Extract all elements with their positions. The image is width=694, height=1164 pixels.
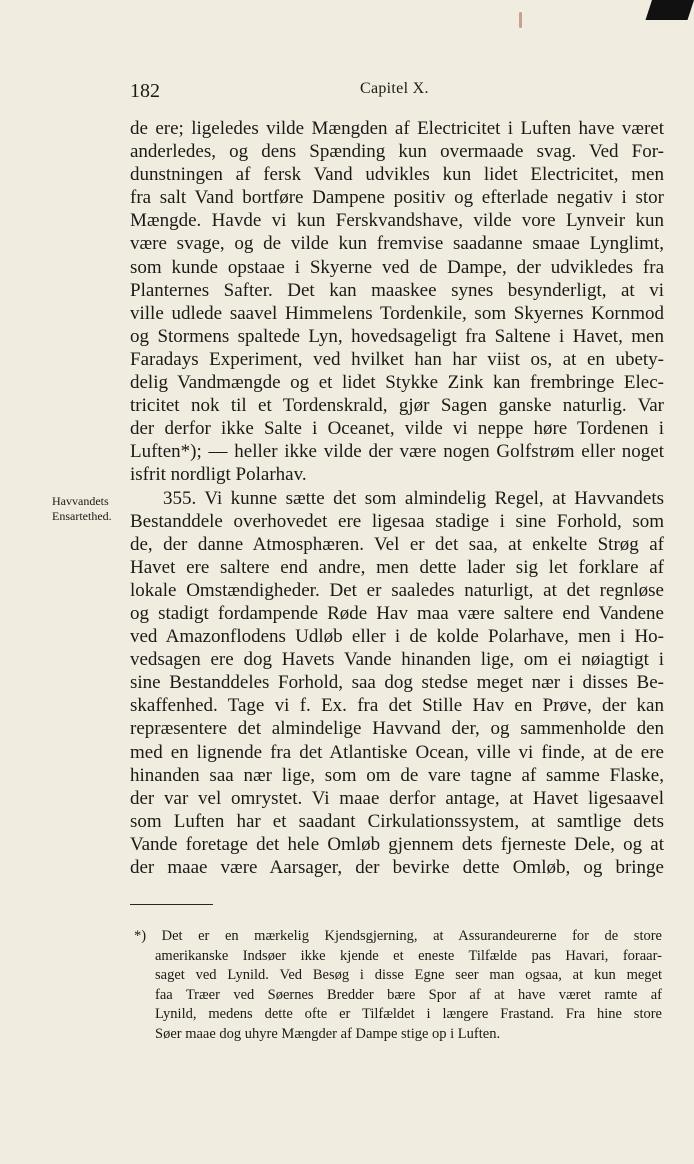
- body-line: anderledes, og dens Spænding kun overmaade svag. Ved For-: [130, 141, 664, 163]
- body-line: med en lignende fra det Atlantiske Ocean, ville vi finde, at de ere: [130, 741, 664, 763]
- footnote-line: saget ved Lynild. Ved Besøg i disse Egne seer man ogsaa, at kun meget: [155, 967, 662, 984]
- body-line: skaffenhed. Tage vi f. Ex. fra det Stille Hav en Prøve, der kan: [130, 695, 664, 717]
- body-line: tricitet nok til et Tordenskrald, gjør Sagen ganske naturlig. Var: [130, 395, 664, 417]
- running-head: Capitel X.: [360, 80, 429, 97]
- body-line: sine Bestanddeles Forhold, saa dog stedse meget nær i disses Be-: [130, 672, 664, 694]
- footnote-divider: [130, 904, 213, 905]
- body-line: dunstningen af fersk Vand udvikles kun lidet Electricitet, men: [130, 164, 664, 186]
- body-line: ville udlede saavel Himmelens Tordenkile, som Skyernes Kornmod: [130, 302, 664, 324]
- footnote-line: amerikanske Indsøer ikke kjende et eneste Tilfælde pas Havari, foraar-: [155, 947, 662, 964]
- footnote-line: *) Det er en mærkelig Kjendsgjerning, at Assurandeurerne for de store: [134, 928, 662, 944]
- body-line: vedsagen ere dog Havets Vande hinanden lige, om ei nøiagtigt i: [130, 649, 664, 671]
- footnote-line: faa Træer ved Søernes Bredder bære Spor af at have været ramte af: [155, 986, 662, 1003]
- body-line: isfrit nordligt Polarhav.: [130, 464, 307, 486]
- body-line: Faradays Experiment, ved hvilket han har viist os, at en ubety-: [130, 348, 664, 370]
- body-line: de, der danne Atmosphæren. Vel er det saa, at enkelte Strøg af: [130, 533, 664, 555]
- margin-note: [52, 494, 112, 524]
- body-line: Planternes Safter. Det kan maaskee synes besynderligt, at vi: [130, 279, 664, 301]
- body-line: Havet ere saltere end andre, men dette lader sig let forklare af: [130, 556, 664, 578]
- body-line: ved Amazonflodens Udløb eller i de kolde Polarhave, men i Ho-: [130, 626, 664, 648]
- body-text: [130, 117, 664, 879]
- body-line: repræsentere det almindelige Havvand der, og sammenholde den: [130, 718, 664, 740]
- page-number: 182: [130, 80, 160, 102]
- body-line: der maae være Aarsager, der bevirke dette Omløb, og bringe: [130, 857, 664, 878]
- body-line: Vande foretage det hele Omløb gjennem dets fjerneste Dele, og at: [130, 833, 664, 855]
- footnote-line: Lynild, medens dette ofte er Tilfældet i længere Frastand. Fra hine store: [155, 1006, 662, 1023]
- body-line: der derfor ikke Salte i Oceanet, vilde vi neppe høre Tordenen i: [130, 418, 664, 440]
- body-line: være svage, og de vilde kun fremvise saadanne smaae Lynglimt,: [130, 233, 664, 255]
- body-line: hinanden saa nær lige, som om de vare tagne af samme Flaske,: [130, 764, 664, 786]
- margin-note-line: Havvandets: [52, 494, 109, 508]
- body-line: der var vel omrystet. Vi maae derfor antage, at Havet ligesaavel: [130, 787, 664, 809]
- footnote: [134, 927, 662, 1045]
- body-line: som kunde opstaae i Skyerne ved de Dampe, der udvikledes fra: [130, 256, 664, 278]
- body-line: lokale Omstændigheder. Det er saaledes naturligt, at det regnløse: [130, 579, 664, 601]
- body-line: delig Vandmængde og et lidet Stykke Zink kan frembringe Elec-: [130, 372, 664, 394]
- paragraph-start-line: 355. Vi kunne sætte det som almindelig Regel, at Havvandets: [163, 487, 664, 509]
- body-line: og stadigt fordampende Røde Hav maa være saltere end Vandene: [130, 602, 664, 624]
- page-corner-mark: [646, 0, 694, 20]
- body-line: fra salt Vand bortføre Dampene positiv og efterlade negativ i stor: [130, 187, 664, 209]
- body-line: de ere; ligeledes vilde Mængden af Electricitet i Luften have været: [130, 118, 664, 139]
- body-line: Mængde. Havde vi kun Ferskvandshave, vilde vore Lynveir kun: [130, 210, 664, 232]
- body-line: som Luften har et saadant Cirkulationssystem, at samtlige dets: [130, 810, 664, 832]
- paper-speck: [519, 12, 522, 28]
- body-line: og Stormens spaltede Lyn, hovedsageligt fra Saltene i Havet, men: [130, 325, 664, 347]
- footnote-line: Søer maae dog uhyre Mængder af Dampe stige op i Luften.: [155, 1025, 501, 1042]
- body-line: Luften*); — heller ikke vilde der være nogen Golfstrøm eller noget: [130, 441, 664, 463]
- margin-note-line: Ensartethed.: [52, 509, 112, 523]
- body-line: Bestanddele overhovedet ere ligesaa stadige i sine Forhold, som: [130, 510, 664, 532]
